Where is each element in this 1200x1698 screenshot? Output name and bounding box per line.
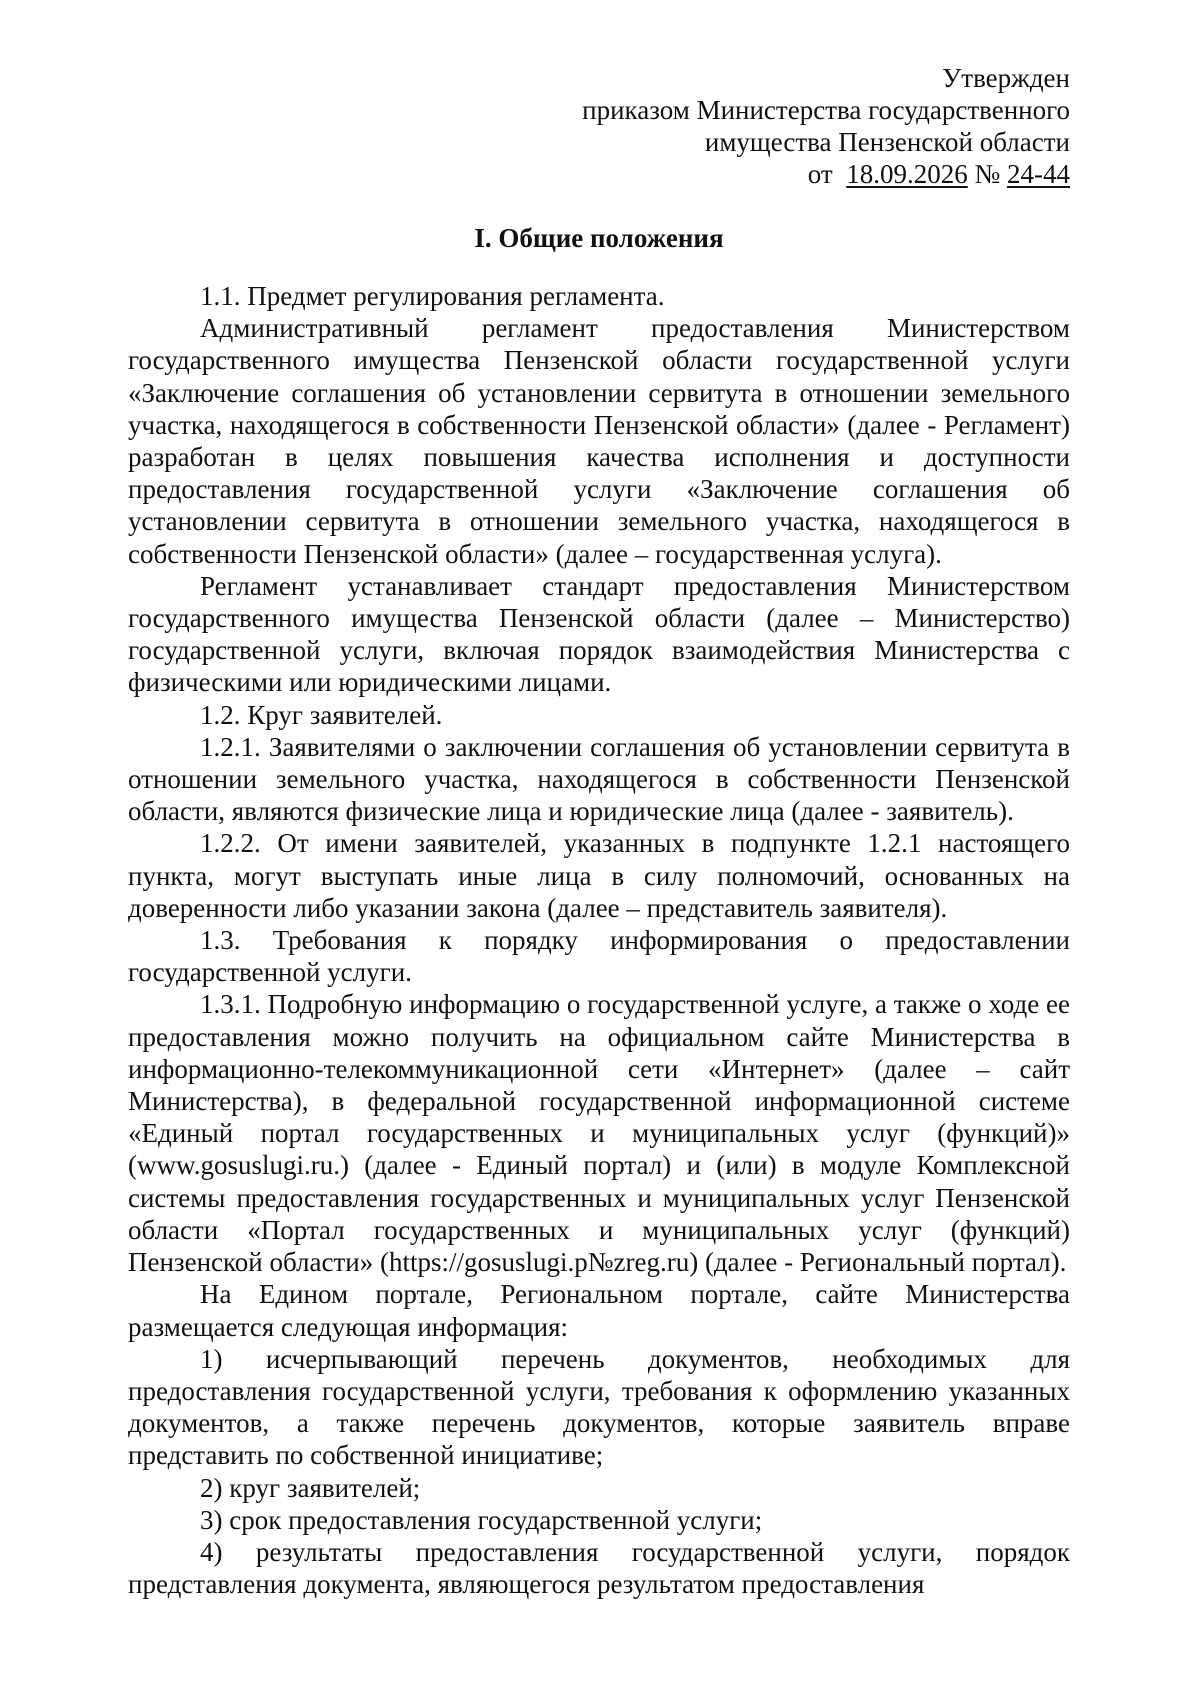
paragraph: 1.2.2. От имени заявителей, указанных в подпункте 1.2.1 настоящего пункта, могут выступать иные лица в силу полномочий, основанных на доверенности либо указании закона (далее – представитель заявителя). xyxy=(128,828,1070,923)
paragraph: 1.2. Круг заявителей. xyxy=(200,699,443,730)
paragraph: На Едином портале, Региональном портале, сайте Министерства размещается следующая информация: xyxy=(128,1279,1070,1342)
approval-line-2: приказом Министерства государственного xyxy=(582,95,1070,125)
date-prefix: от xyxy=(807,159,833,189)
approval-line-3: имущества Пензенской области xyxy=(704,127,1070,157)
approval-number: 24-44 xyxy=(1007,159,1070,189)
paragraph: 2) круг заявителей; xyxy=(200,1472,421,1503)
number-sign: № xyxy=(974,159,1001,189)
paragraph: 1.3.1. Подробную информацию о государственной услуге, а также о ходе ее предоставления можно получить на официальном сайте Министерства в информационно-телекоммуникационной сети «Интернет» (далее – сайт Министерства), в федеральной государственной информационной системе «Единый портал государственных и муниципальных услуг (функций)» (www.gosuslugi.ru.) (далее - Единый портал) и (или) в модуле Комплексной системы предоставления государственных и муниципальных услуг Пензенской области «Портал государственных и муниципальных услуг (функций) Пензенской области» (https://gosuslugi.p№zreg.ru) (далее - Региональный портал). xyxy=(128,989,1070,1278)
paragraph: 1) исчерпывающий перечень документов, необходимых для предоставления государственной услуги, требования к оформлению указанных документов, а также перечень документов, которые заявитель вправе представить по собственной инициативе; xyxy=(128,1343,1070,1471)
approval-date: 18.09.2026 xyxy=(846,159,968,189)
paragraph: 3) срок предоставления государственной услуги; xyxy=(200,1504,763,1535)
paragraph: Регламент устанавливает стандарт предоставления Министерством государственного имущества Пензенской области (далее – Министерство) государственной услуги, включая порядок взаимодействия Министерства с физическими или юридическими лицами. xyxy=(128,570,1070,698)
approval-block xyxy=(128,62,1070,190)
paragraph: 4) результаты предоставления государственной услуги, порядок представления документа, являющегося результатом предоставления xyxy=(128,1536,1070,1600)
paragraph: 1.2.1. Заявителями о заключении соглашения об установлении сервитута в отношении земельного участка, находящегося в собственности Пензенской области, являются физические лица и юридические лица (далее - заявитель). xyxy=(128,731,1070,827)
paragraph: 1.3. Требования к порядку информирования о предоставлении государственной услуги. xyxy=(128,925,1070,988)
approval-date-line xyxy=(128,158,1070,190)
paragraph: 1.1. Предмет регулирования регламента. xyxy=(200,281,665,311)
approval-line-1: Утвержден xyxy=(942,63,1070,93)
document-page xyxy=(128,62,1070,1600)
section-title: I. Общие положения xyxy=(474,223,724,253)
paragraph: Административный регламент предоставления Министерством государственного имущества Пензенской области государственной услуги «Заключение соглашения об установлении сервитута в отношении земельного участка, находящегося в собственности Пензенской области» (далее - Регламент) разработан в целях повышения качества исполнения и доступности предоставления государственной услуги «Заключение соглашения об установлении сервитута в отношении земельного участка, находящегося в собственности Пензенской области» (далее – государственная услуга). xyxy=(128,313,1070,569)
